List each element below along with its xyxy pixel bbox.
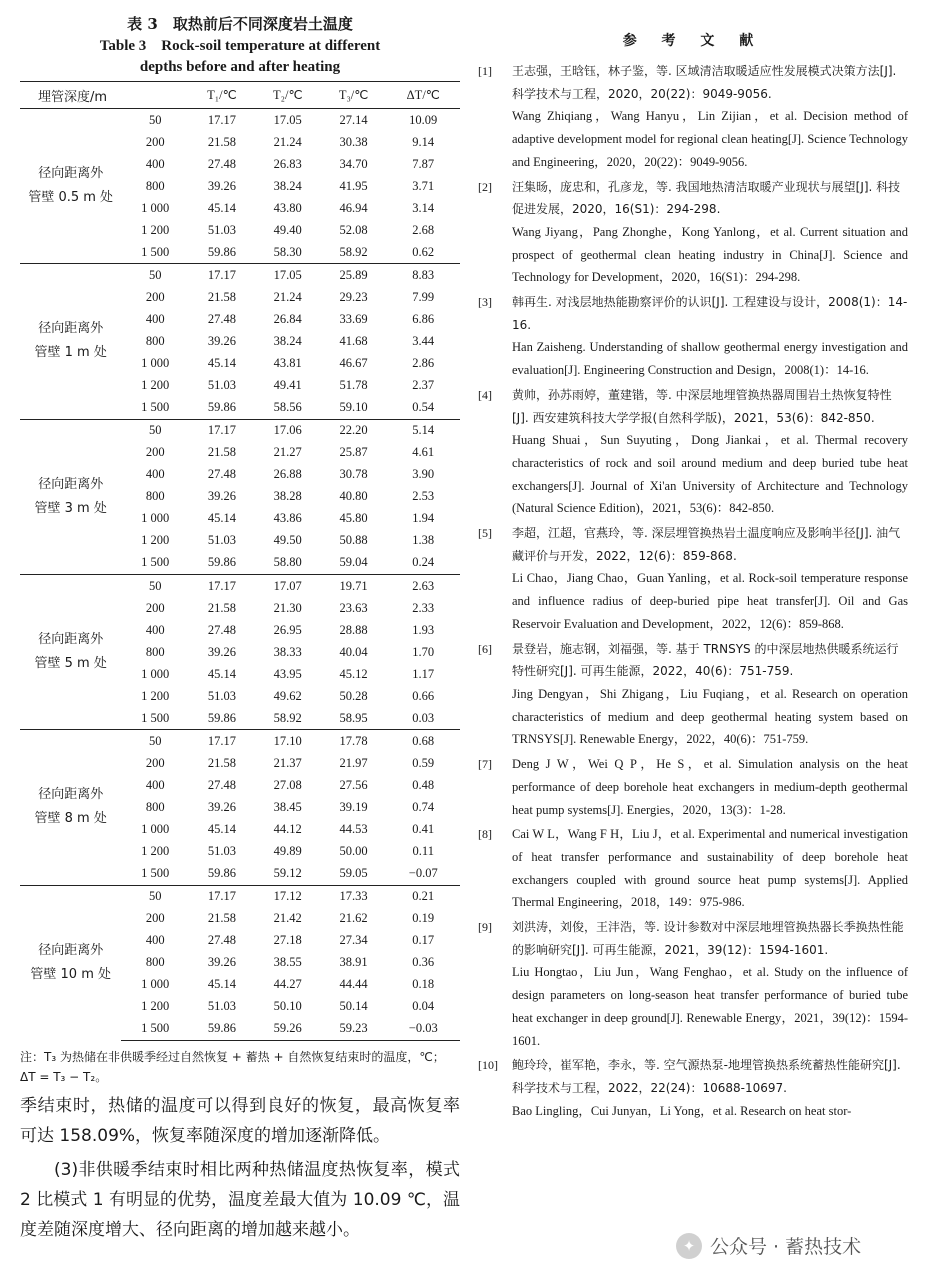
cell-t3: 34.70 <box>339 156 368 171</box>
cell-t1: 17.17 <box>189 574 255 597</box>
cell-t2: 58.80 <box>273 555 302 570</box>
cell-depth: 200 <box>145 600 165 615</box>
cell-t3: 17.78 <box>321 730 387 753</box>
cell-t3: 28.88 <box>339 622 368 637</box>
body-paragraph-2: (3)非供暖季结束时相比两种热储温度热恢复率，模式 2 比模式 1 有明显的优势，温度差最大值为 10.09 ℃，温度差随深度增大、径向距离的增加越来越小。 <box>20 1159 460 1240</box>
cell-t1: 39.26 <box>207 489 236 504</box>
cell-t1: 39.26 <box>207 955 236 970</box>
cell-t1: 27.48 <box>207 933 236 948</box>
cell-depth: 800 <box>145 955 165 970</box>
cell-dt: 7.87 <box>412 156 435 171</box>
cell-depth: 400 <box>145 777 165 792</box>
cell-t2: 44.27 <box>273 977 302 992</box>
reference-cn: 黄帅，孙苏雨婷，董建锴，等. 中深层地埋管换热器周围岩土热恢复特性[J]. 西安建筑科技大学学报(自然科学版)，2021，53(6)：842-850. <box>512 387 892 425</box>
cell-t2: 26.83 <box>273 156 302 171</box>
cell-dt: 4.61 <box>412 445 435 460</box>
cell-dt: 0.54 <box>412 400 435 415</box>
cell-depth: 1 000 <box>141 666 170 681</box>
cell-t1: 17.17 <box>189 264 255 287</box>
cell-t2: 17.05 <box>273 112 302 127</box>
cell-t1: 27.48 <box>207 156 236 171</box>
cell-depth: 50 <box>121 264 189 287</box>
temperature-table <box>20 81 460 1041</box>
left-column <box>20 14 460 1245</box>
cell-t3: 21.97 <box>339 755 368 770</box>
cell-t3: 50.00 <box>339 844 368 859</box>
group-label: 径向距离外 管壁 5 m 处 <box>20 574 121 729</box>
reference-en: Wang Zhiqiang，Wang Hanyu，Lin Zijian，et al. Decision method of adaptive development model for regional clean heating[J]. Science Technology and Engineering，2020，20(22)：9049-9056. <box>512 109 908 169</box>
reference-number: [8] <box>478 827 492 842</box>
reference-item <box>478 916 908 1052</box>
table-row <box>20 264 460 287</box>
table-caption-en-1: Table 3 Rock-soil temperature at different <box>99 38 381 54</box>
cell-dt: 2.63 <box>386 574 460 597</box>
cell-t3: 41.68 <box>339 333 368 348</box>
cell-t2: 59.26 <box>255 1018 321 1041</box>
body-text <box>20 1091 460 1245</box>
reference-en: Cai W L，Wang F H，Liu J，et al. Experimental and numerical investigation of heat transfer performance and sustainability of deep borehole heat exchangers coupled with ground source heat pump systems[J]. Applied Thermal Engineering，2018，149：975-986. <box>512 827 908 910</box>
cell-dt: 3.14 <box>412 200 435 215</box>
cell-t2: 27.08 <box>273 777 302 792</box>
cell-t2: 21.37 <box>273 755 302 770</box>
cell-t2: 58.56 <box>273 400 302 415</box>
cell-dt: 10.09 <box>409 112 438 127</box>
reference-body <box>512 823 908 914</box>
cell-t2: 17.06 <box>255 419 321 442</box>
reference-cn: 汪集旸，庞忠和，孔彦龙，等. 我国地热清洁取暖产业现状与展望[J]. 科技促进发展，2020，16(S1)：294-298. <box>512 179 901 217</box>
table-row <box>20 730 460 753</box>
cell-t3: 44.44 <box>339 977 368 992</box>
cell-t3: 25.89 <box>321 264 387 287</box>
cell-t1: 45.14 <box>207 666 236 681</box>
cell-dt: 1.70 <box>412 644 435 659</box>
reference-number: [3] <box>478 295 492 310</box>
cell-dt: 9.14 <box>412 134 435 149</box>
cell-dt: 0.18 <box>412 977 435 992</box>
group-label: 径向距离外 管壁 1 m 处 <box>20 264 121 419</box>
cell-t1: 51.03 <box>207 533 236 548</box>
cell-t3: 40.04 <box>339 644 368 659</box>
group-label: 径向距离外 管壁 0.5 m 处 <box>28 166 114 206</box>
cell-t2: 26.95 <box>273 622 302 637</box>
cell-depth: 1 000 <box>141 977 170 992</box>
cell-depth: 1 500 <box>141 555 170 570</box>
cell-t2: 27.18 <box>273 933 302 948</box>
cell-dt: −0.07 <box>408 866 438 881</box>
cell-t2: 50.10 <box>273 999 302 1014</box>
table-row <box>20 109 460 132</box>
cell-t3: 27.56 <box>339 777 368 792</box>
cell-depth: 1 500 <box>141 710 170 725</box>
cell-dt: 0.66 <box>412 688 435 703</box>
cell-t3: 45.12 <box>339 666 368 681</box>
cell-t1: 51.03 <box>207 999 236 1014</box>
cell-dt: 0.19 <box>412 911 435 926</box>
reference-number: [6] <box>478 641 492 656</box>
cell-depth: 50 <box>121 885 189 908</box>
cell-dt: 6.86 <box>412 311 435 326</box>
cell-t3: 38.91 <box>339 955 368 970</box>
right-column <box>478 30 908 1124</box>
group-label: 径向距离外 管壁 8 m 处 <box>20 730 121 885</box>
cell-t2: 21.30 <box>273 600 302 615</box>
table-caption-cn: 表 3 取热前后不同深度岩土温度 <box>127 15 353 33</box>
cell-t1: 39.26 <box>207 799 236 814</box>
cell-t1: 27.48 <box>207 777 236 792</box>
cell-t3: 46.94 <box>339 200 368 215</box>
cell-depth: 1 000 <box>141 356 170 371</box>
cell-t3: 22.20 <box>321 419 387 442</box>
cell-t2: 49.89 <box>273 844 302 859</box>
cell-t3: 45.80 <box>339 511 368 526</box>
reference-body <box>512 638 908 752</box>
cell-t1: 39.26 <box>207 333 236 348</box>
cell-depth: 400 <box>145 622 165 637</box>
reference-en: Huang Shuai，Sun Suyuting，Dong Jiankai，et al. Thermal recovery characteristics of rock and soil around medium and deep buried tube heat exchangers[J]. Journal of Xi'an University of Architecture and Technology (Natural Science Edition)，2021，53(6)：842-850. <box>512 433 908 516</box>
reference-en: Han Zaisheng. Understanding of shallow geothermal energy investigation and evaluation[J]. Engineering Construction and Design，2008(1)：14-16. <box>512 340 908 378</box>
cell-t3: 50.14 <box>339 999 368 1014</box>
cell-t2: 21.42 <box>273 911 302 926</box>
cell-dt: 7.99 <box>412 289 435 304</box>
cell-t1: 45.14 <box>207 356 236 371</box>
cell-t2: 38.33 <box>273 644 302 659</box>
cell-t2: 43.81 <box>273 356 302 371</box>
table-note: 注：T₃ 为热储在非供暖季经过自然恢复 + 蓄热 + 自然恢复结束时的温度，℃；ΔT = T₃ − T₂。 <box>20 1049 445 1084</box>
body-paragraph-1: 季结束时，热储的温度可以得到良好的恢复，最高恢复率可达 158.09%，恢复率随深度的增加逐渐降低。 <box>20 1095 460 1146</box>
cell-t1: 59.86 <box>207 555 236 570</box>
reference-body <box>512 753 908 821</box>
cell-dt: −0.03 <box>386 1018 460 1041</box>
cell-dt: 3.71 <box>412 178 435 193</box>
reference-en: Wang Jiyang，Pang Zhonghe，Kong Yanlong，et al. Current situation and prospect of geothermal clean heating industry in China[J]. Science and Technology for Development，2020，16(S1)：294-298. <box>512 224 908 285</box>
cell-dt: 1.17 <box>412 666 435 681</box>
reference-body <box>512 384 908 520</box>
cell-t2: 26.84 <box>273 311 302 326</box>
cell-t3: 44.53 <box>339 822 368 837</box>
cell-depth: 50 <box>148 112 162 127</box>
reference-cn: 景登岩，施志钢，刘福强，等. 基于 TRNSYS 的中深层地热供暖系统运行特性研究[J]. 可再生能源，2022，40(6)：751-759. <box>512 641 899 679</box>
cell-depth: 200 <box>145 289 165 304</box>
cell-t1: 45.14 <box>207 977 236 992</box>
reference-number: [4] <box>478 387 492 402</box>
references-title: 参 考 文 献 <box>622 33 764 49</box>
table-header-row <box>20 82 460 109</box>
cell-depth: 200 <box>145 911 165 926</box>
header-t3: T₃/℃ <box>321 82 387 109</box>
cell-depth: 1 500 <box>141 866 170 881</box>
cell-depth: 200 <box>145 134 165 149</box>
cell-depth: 1 200 <box>141 533 170 548</box>
cell-t2: 59.12 <box>273 866 302 881</box>
cell-dt: 0.36 <box>412 955 435 970</box>
cell-t2: 38.45 <box>273 799 302 814</box>
cell-t3: 52.08 <box>339 222 368 237</box>
cell-depth: 800 <box>145 489 165 504</box>
reference-body <box>512 291 908 382</box>
cell-t3: 30.38 <box>339 134 368 149</box>
cell-t3: 21.62 <box>339 911 368 926</box>
cell-t2: 44.12 <box>273 822 302 837</box>
cell-dt: 2.53 <box>412 489 435 504</box>
cell-dt: 0.68 <box>386 730 460 753</box>
cell-dt: 2.33 <box>412 600 435 615</box>
reference-item <box>478 60 908 174</box>
cell-t2: 17.10 <box>255 730 321 753</box>
cell-t2: 43.95 <box>273 666 302 681</box>
cell-dt: 0.24 <box>412 555 435 570</box>
cell-t3: 17.33 <box>321 885 387 908</box>
cell-t3: 39.19 <box>339 799 368 814</box>
cell-t1: 27.48 <box>207 622 236 637</box>
watermark <box>676 1232 861 1259</box>
cell-dt: 0.11 <box>412 844 434 859</box>
reference-item <box>478 176 908 290</box>
cell-dt: 5.14 <box>386 419 460 442</box>
cell-t2: 21.24 <box>273 134 302 149</box>
cell-t1: 17.17 <box>207 112 236 127</box>
cell-t3: 58.92 <box>339 244 368 259</box>
reference-list <box>478 60 908 1122</box>
cell-depth: 1 000 <box>141 200 170 215</box>
cell-depth: 1 000 <box>141 511 170 526</box>
reference-cn: 刘洪涛，刘俊，王沣浩，等. 设计参数对中深层地埋管换热器长季换热性能的影响研究[J]. 可再生能源，2021，39(12)：1594-1601. <box>512 920 904 957</box>
cell-t3: 19.71 <box>321 574 387 597</box>
cell-t2: 21.27 <box>273 445 302 460</box>
cell-depth: 50 <box>121 574 189 597</box>
cell-t1: 51.03 <box>207 844 236 859</box>
cell-t1: 51.03 <box>207 222 236 237</box>
cell-dt: 1.93 <box>412 622 435 637</box>
reference-en: Liu Hongtao，Liu Jun，Wang Fenghao，et al. Study on the influence of design parameters on long-season heat transfer performance of buried tube heat exchanger in deep ground[J]. Renewable Energy，2021，39(12)：1594-1601. <box>512 965 908 1048</box>
cell-dt: 0.21 <box>386 885 460 908</box>
cell-depth: 50 <box>121 730 189 753</box>
reference-en: Deng J W，Wei Q P，He S，et al. Simulation analysis on the heat performance of deep borehole heat exchangers in medium-depth geothermal heat pump systems[J]. Energies，2020，13(3)：1-28. <box>512 757 908 817</box>
reference-item <box>478 753 908 821</box>
cell-t1: 59.86 <box>207 866 236 881</box>
cell-t2: 17.12 <box>255 885 321 908</box>
cell-depth: 400 <box>145 467 165 482</box>
cell-dt: 0.17 <box>412 933 435 948</box>
cell-depth: 800 <box>145 644 165 659</box>
reference-item <box>478 823 908 914</box>
cell-t3: 27.34 <box>339 933 368 948</box>
cell-t2: 21.24 <box>273 289 302 304</box>
cell-t1: 21.58 <box>207 289 236 304</box>
cell-depth: 800 <box>145 333 165 348</box>
cell-dt: 0.74 <box>412 799 435 814</box>
cell-dt: 0.03 <box>412 710 435 725</box>
table-body <box>20 109 460 1041</box>
cell-depth: 1 000 <box>141 822 170 837</box>
cell-t1: 51.03 <box>207 378 236 393</box>
reference-cn: 韩再生. 对浅层地热能勘察评价的认识[J]. 工程建设与设计，2008(1)：14-16. <box>512 295 908 332</box>
cell-t1: 21.58 <box>207 911 236 926</box>
cell-dt: 0.59 <box>412 755 435 770</box>
cell-t1: 21.58 <box>207 755 236 770</box>
reference-body <box>512 176 908 290</box>
header-dt: ΔT/℃ <box>386 82 460 109</box>
cell-dt: 1.94 <box>412 511 435 526</box>
cell-depth: 400 <box>145 311 165 326</box>
cell-t1: 39.26 <box>207 178 236 193</box>
reference-number: [5] <box>478 526 492 541</box>
reference-en: Jing Dengyan，Shi Zhigang，Liu Fuqiang，et al. Research on operation characteristics of medium and deep geothermal heating system based on TRNSYS[J]. Renewable Energy，2022，40(6)：751-759. <box>512 686 908 747</box>
cell-t1: 21.58 <box>207 134 236 149</box>
reference-en: Bao Lingling，Cui Junyan，Li Yong，et al. Research on heat stor- <box>512 1103 852 1118</box>
cell-depth: 400 <box>145 156 165 171</box>
cell-depth: 1 200 <box>141 999 170 1014</box>
cell-t2: 38.24 <box>273 178 302 193</box>
watermark-text: 公众号 · 蓄热技术 <box>710 1236 862 1258</box>
cell-depth: 800 <box>145 799 165 814</box>
table-row <box>20 574 460 597</box>
reference-en: Li Chao，Jiang Chao，Guan Yanling，et al. Rock-soil temperature response and influence radius of deep-buried pipe heat transfer[J]. Oil and Gas Reservoir Evaluation and Development，2022，12(6)：859-868. <box>512 571 908 631</box>
cell-t1: 59.86 <box>207 400 236 415</box>
reference-number: [9] <box>478 920 492 935</box>
cell-t2: 49.50 <box>273 533 302 548</box>
cell-t2: 43.80 <box>273 200 302 215</box>
cell-t1: 59.86 <box>207 244 236 259</box>
cell-dt: 3.44 <box>412 333 435 348</box>
reference-number: [2] <box>478 179 492 194</box>
cell-dt: 0.62 <box>412 244 435 259</box>
cell-t1: 27.48 <box>207 467 236 482</box>
cell-t2: 38.24 <box>273 333 302 348</box>
cell-depth: 1 200 <box>141 378 170 393</box>
cell-dt: 2.37 <box>412 378 435 393</box>
header-t2: T₂/℃ <box>255 82 321 109</box>
table-row <box>20 419 460 442</box>
cell-dt: 0.48 <box>412 777 435 792</box>
cell-t3: 25.87 <box>339 445 368 460</box>
reference-item <box>478 522 908 636</box>
cell-depth: 1 500 <box>121 1018 189 1041</box>
cell-t1: 45.14 <box>207 200 236 215</box>
table-row <box>20 885 460 908</box>
cell-depth: 1 500 <box>141 400 170 415</box>
cell-t2: 49.62 <box>273 688 302 703</box>
cell-t3: 46.67 <box>339 356 368 371</box>
cell-dt: 1.38 <box>412 533 435 548</box>
cell-t1: 39.26 <box>207 644 236 659</box>
cell-t3: 29.23 <box>339 289 368 304</box>
cell-t2: 17.07 <box>255 574 321 597</box>
cell-t1: 21.58 <box>207 600 236 615</box>
cell-t3: 50.28 <box>339 688 368 703</box>
reference-body <box>512 1054 908 1122</box>
reference-body <box>512 60 908 174</box>
cell-t3: 58.95 <box>339 710 368 725</box>
cell-t1: 51.03 <box>207 688 236 703</box>
cell-t3: 33.69 <box>339 311 368 326</box>
cell-t3: 59.10 <box>339 400 368 415</box>
header-depth: 埋管深度/m <box>20 82 189 109</box>
cell-t1: 17.17 <box>189 419 255 442</box>
reference-cn: 李超，江超，官燕玲，等. 深层埋管换热岩土温度响应及影响半径[J]. 油气藏评价与开发，2022，12(6)：859-868. <box>512 526 901 563</box>
cell-dt: 2.86 <box>412 356 435 371</box>
cell-dt: 2.68 <box>412 222 435 237</box>
reference-number: [1] <box>478 64 492 78</box>
cell-t3: 51.78 <box>339 378 368 393</box>
cell-t1: 17.17 <box>189 885 255 908</box>
cell-depth: 200 <box>145 755 165 770</box>
cell-t2: 43.86 <box>273 511 302 526</box>
cell-depth: 1 500 <box>141 244 170 259</box>
cell-depth: 1 200 <box>141 222 170 237</box>
cell-t2: 38.55 <box>273 955 302 970</box>
cell-t3: 59.04 <box>339 555 368 570</box>
cell-t3: 23.63 <box>339 600 368 615</box>
cell-depth: 1 200 <box>141 688 170 703</box>
cell-t2: 38.28 <box>273 489 302 504</box>
cell-t1: 45.14 <box>207 822 236 837</box>
cell-t3: 40.80 <box>339 489 368 504</box>
cell-t3: 30.78 <box>339 467 368 482</box>
cell-t3: 41.95 <box>339 178 368 193</box>
reference-body <box>512 522 908 636</box>
reference-item <box>478 1054 908 1122</box>
cell-t2: 58.30 <box>273 244 302 259</box>
cell-depth: 800 <box>145 178 165 193</box>
cell-depth: 1 200 <box>141 844 170 859</box>
cell-dt: 8.83 <box>386 264 460 287</box>
cell-t1: 21.58 <box>207 445 236 460</box>
cell-depth: 400 <box>145 933 165 948</box>
reference-item <box>478 384 908 520</box>
cell-t2: 58.92 <box>273 710 302 725</box>
wechat-icon: ✦ <box>676 1233 702 1259</box>
reference-cn: 鲍玲玲，崔军艳，李永，等. 空气源热泵-地埋管换热系统蓄热性能研究[J]. 科学技术与工程，2022，22(24)：10688-10697. <box>512 1058 901 1095</box>
cell-t3: 59.05 <box>339 866 368 881</box>
cell-t3: 59.23 <box>321 1018 387 1041</box>
cell-t1: 17.17 <box>189 730 255 753</box>
reference-number: [10] <box>478 1058 498 1073</box>
cell-t3: 50.88 <box>339 533 368 548</box>
cell-t1: 27.48 <box>207 311 236 326</box>
cell-t1: 59.86 <box>207 710 236 725</box>
cell-t2: 17.05 <box>255 264 321 287</box>
cell-t3: 27.14 <box>339 112 368 127</box>
cell-t1: 59.86 <box>189 1018 255 1041</box>
cell-depth: 50 <box>121 419 189 442</box>
cell-dt: 3.90 <box>412 467 435 482</box>
reference-cn: 王志强，王晗钰，林子鉴，等. 区域清洁取暖适应性发展模式决策方法[J]. 科学技术与工程，2020，20(22)：9049-9056. <box>512 64 897 101</box>
header-t1: T₁/℃ <box>189 82 255 109</box>
cell-t1: 45.14 <box>207 511 236 526</box>
cell-t2: 49.41 <box>273 378 302 393</box>
cell-dt: 0.04 <box>412 999 435 1014</box>
table-caption-en-2: depths before and after heating <box>139 59 341 75</box>
reference-body <box>512 916 908 1052</box>
group-label: 径向距离外 管壁 10 m 处 <box>20 885 121 1040</box>
reference-number: [7] <box>478 757 492 772</box>
reference-item <box>478 638 908 752</box>
reference-item <box>478 291 908 382</box>
cell-dt: 0.41 <box>412 822 435 837</box>
cell-depth: 200 <box>145 445 165 460</box>
group-label: 径向距离外 管壁 3 m 处 <box>20 419 121 574</box>
cell-t2: 49.40 <box>273 222 302 237</box>
cell-t2: 26.88 <box>273 467 302 482</box>
